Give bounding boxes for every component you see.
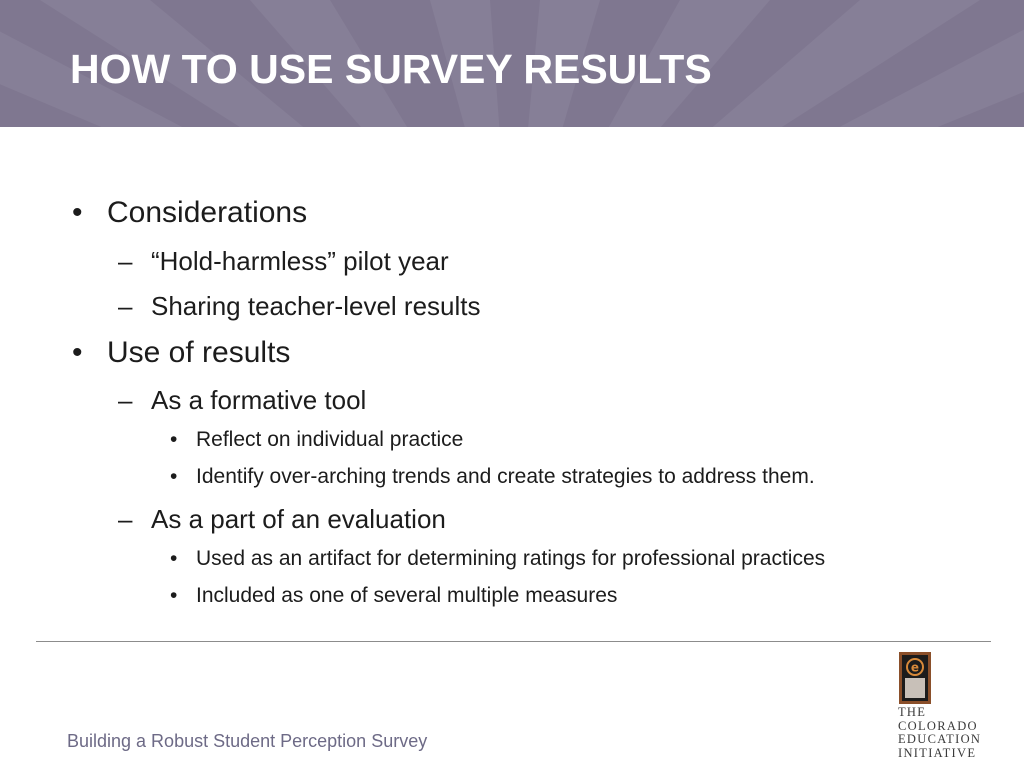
- small-bullet-marker: •: [170, 428, 178, 451]
- small-bullet-marker: •: [170, 584, 178, 607]
- bullet-text: Considerations: [107, 196, 308, 229]
- dash-marker: –: [118, 385, 133, 415]
- sub-bullet-text: As a formative tool: [151, 385, 367, 415]
- small-bullet-marker: •: [170, 465, 178, 488]
- bullet-text: Use of results: [107, 336, 291, 369]
- logo-line-colorado: COLORADO: [898, 718, 978, 733]
- sub-bullet-text: Sharing teacher-level results: [151, 291, 481, 321]
- logo-line-education: EDUCATION: [898, 732, 982, 746]
- bullet-marker: •: [72, 196, 83, 229]
- title-banner: [0, 0, 1024, 127]
- sub-sub-bullet-text: Identify over-arching trends and create strategies to address them.: [196, 465, 815, 488]
- sub-bullet-text: As a part of an evaluation: [151, 504, 446, 534]
- bullet-marker: •: [72, 336, 83, 369]
- colorado-education-initiative-logo-icon: [899, 652, 931, 704]
- logo-wordmark: [898, 706, 981, 760]
- logo-line-the: THE: [898, 705, 927, 719]
- dash-marker: –: [118, 504, 133, 534]
- dash-marker: –: [118, 291, 133, 321]
- sub-sub-bullet-text: Included as one of several multiple measures: [196, 584, 618, 607]
- slide-title: HOW TO USE SURVEY RESULTS: [70, 46, 712, 92]
- logo-line-initiative: INITIATIVE: [898, 745, 977, 760]
- footer-text: Building a Robust Student Perception Survey: [67, 731, 428, 751]
- sub-sub-bullet-text: Reflect on individual practice: [196, 428, 464, 451]
- sub-sub-bullet-text: Used as an artifact for determining ratings for professional practices: [196, 547, 826, 570]
- organization-logo: [895, 650, 1005, 762]
- footer-divider: [36, 641, 991, 642]
- sub-bullet-text: “Hold-harmless” pilot year: [151, 246, 449, 276]
- dash-marker: –: [118, 246, 133, 276]
- logo-icon-letter: e: [910, 660, 920, 675]
- small-bullet-marker: •: [170, 547, 178, 570]
